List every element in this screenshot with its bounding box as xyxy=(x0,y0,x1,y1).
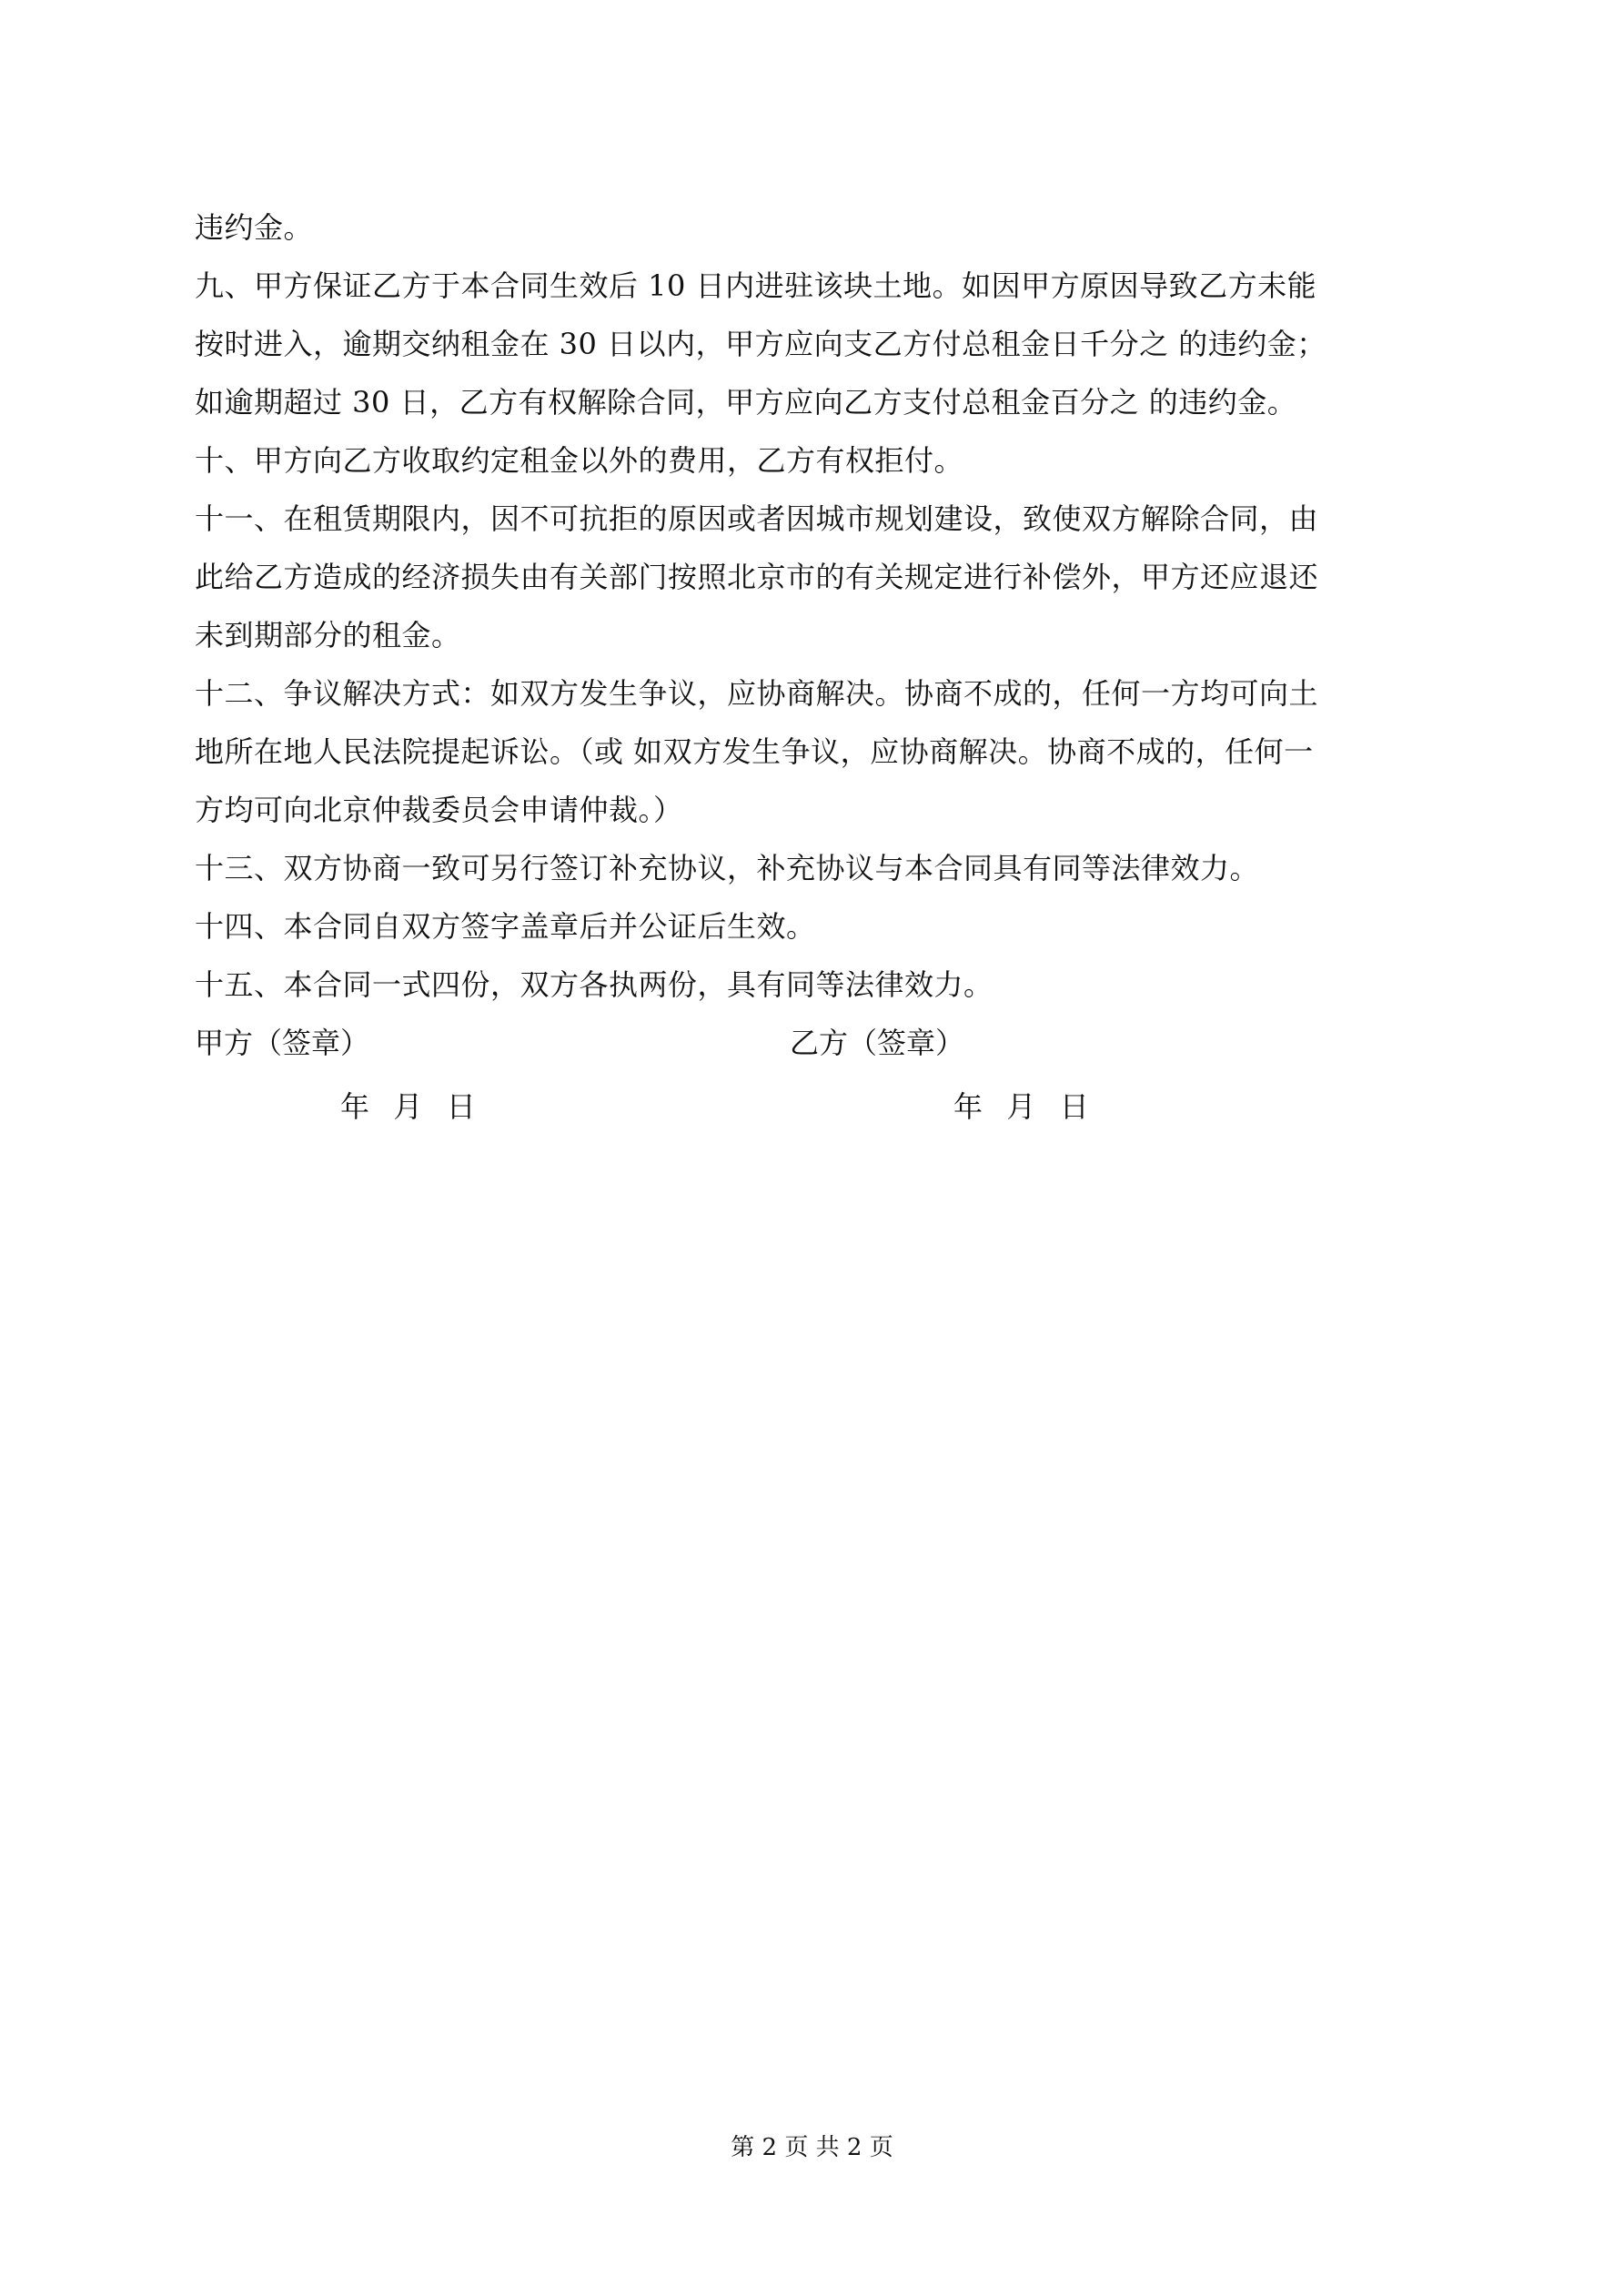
contract-line-14: 十五、本合同一式四份，双方各执两份，具有同等法律效力。 xyxy=(195,967,994,1002)
contract-line-6: 十一、在租赁期限内，因不可抗拒的原因或者因城市规划建设，致使双方解除合同，由 xyxy=(195,501,1319,536)
contract-line-12: 十三、双方协商一致可另行签订补充协议，补充协议与本合同具有同等法律效力。 xyxy=(195,851,1260,885)
contract-line-7: 此给乙方造成的经济损失由有关部门按照北京市的有关规定进行补偿外，甲方还应退还 xyxy=(195,560,1319,594)
contract-line-8: 未到期部分的租金。 xyxy=(195,618,461,652)
party-a-signature-label: 甲方（签章） xyxy=(195,1026,370,1060)
page-number-footer: 第 2 页 共 2 页 xyxy=(731,2134,893,2161)
contract-line-9: 十二、争议解决方式：如双方发生争议，应协商解决。协商不成的，任何一方均可向土 xyxy=(195,676,1319,711)
contract-line-1: 违约金。 xyxy=(195,210,314,245)
contract-line-5: 十、甲方向乙方收取约定租金以外的费用，乙方有权拒付。 xyxy=(195,443,964,478)
contract-body xyxy=(195,198,1450,1136)
date-row xyxy=(195,1077,1450,1136)
party-a-date: 年 月 日 xyxy=(340,1089,478,1124)
signature-row xyxy=(195,1014,1450,1072)
contract-line-4: 如逾期超过 30 日，乙方有权解除合同，甲方应向乙方支付总租金百分之 的违约金。 xyxy=(195,385,1297,420)
contract-line-2: 九、甲方保证乙方于本合同生效后 10 日内进驻该块土地。如因甲方原因导致乙方未能 xyxy=(195,268,1317,303)
contract-line-13: 十四、本合同自双方签字盖章后并公证后生效。 xyxy=(195,909,816,944)
contract-line-11: 方均可向北京仲裁委员会申请仲裁。） xyxy=(195,793,683,827)
party-b-date: 年 月 日 xyxy=(953,1089,1091,1124)
contract-line-3: 按时进入，逾期交纳租金在 30 日以内，甲方应向支乙方付总租金日千分之 的违约金； xyxy=(195,327,1326,361)
contract-line-10: 地所在地人民法院提起诉讼。（或 如双方发生争议，应协商解决。协商不成的，任何一 xyxy=(195,734,1314,769)
party-b-signature-label: 乙方（签章） xyxy=(790,1026,965,1060)
